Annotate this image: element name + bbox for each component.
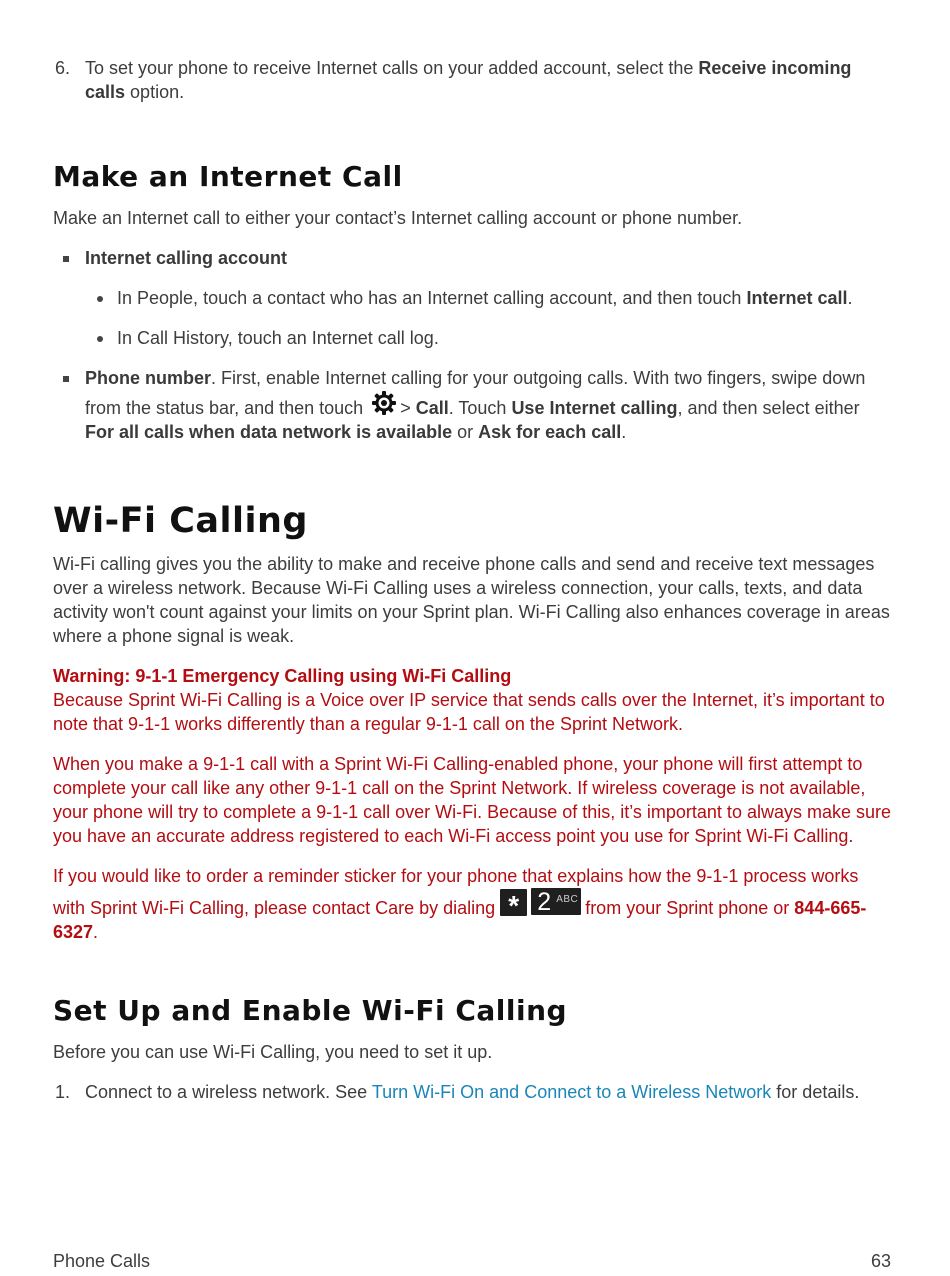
heading-wifi-calling: Wi-Fi Calling <box>53 501 308 541</box>
step-number: 6. <box>55 58 71 78</box>
wifi-intro: Wi-Fi calling gives you the ability to make and receive phone calls and send and receive text messages over a wireless network. Because Wi-Fi Calling uses a wireless connection, your calls, texts, and data activity won't count against your limits on your Sprint plan. Wi-Fi Calling also enhances coverage in areas where a phone signal is weak. <box>53 554 890 646</box>
footer-section-title: Phone Calls <box>53 1251 151 1271</box>
sub-bullet-call-history: In Call History, touch an Internet call log. <box>53 326 893 350</box>
heading-make-internet-call: Make an Internet Call <box>53 160 403 193</box>
page-content <box>53 56 893 1104</box>
step-number: 1. <box>55 1082 71 1102</box>
step-6: 6. To set your phone to receive Internet calls on your added account, select the Receive incoming calls option. <box>55 58 852 102</box>
square-bullet <box>63 256 69 262</box>
square-bullet <box>63 376 69 382</box>
two-key-icon: 2 ABC <box>531 888 581 915</box>
star-key-icon: * <box>500 889 527 916</box>
heading-setup-wifi-calling: Set Up and Enable Wi-Fi Calling <box>53 994 568 1027</box>
gear-icon <box>371 390 397 416</box>
sub-bullet-people: In People, touch a contact who has an Internet calling account, and then touch Internet call. <box>53 286 893 310</box>
round-bullet <box>97 296 103 302</box>
wifi-connect-link[interactable]: Turn Wi-Fi On and Connect to a Wireless Network <box>371 1082 772 1102</box>
bullet-internet-calling-account: Internet calling account <box>53 246 893 270</box>
setup-intro: Before you can use Wi-Fi Calling, you need to set it up. <box>53 1042 493 1062</box>
warning-block-3: If you would like to order a reminder sticker for your phone that explains how the 9-1-1 process works with Sprint Wi-Fi Calling, please contact Care by dialing * 2 ABC from your Sprint phone or 844-665-6327. <box>53 866 867 942</box>
make-call-intro: Make an Internet call to either your contact’s Internet calling account or phone number. <box>53 208 743 228</box>
round-bullet <box>97 336 103 342</box>
step-1: 1. Connect to a wireless network. See Turn Wi-Fi On and Connect to a Wireless Network for details. <box>55 1082 860 1102</box>
bullet-phone-number: Phone number. First, enable Internet calling for your outgoing calls. With two fingers, swipe down from the status bar, and then touch > Call. Touch Use Internet calling, and then select either For all calls when data network is available or Ask for each call. <box>53 366 893 444</box>
page-number: 63 <box>870 1251 891 1271</box>
care-phone-number: 844-665-6327 <box>53 898 867 942</box>
warning-block-1: Warning: 9-1-1 Emergency Calling using Wi-Fi Calling Because Sprint Wi-Fi Calling is a Voice over IP service that sends calls over the Internet, it’s important to note that 9-1-1 works differently than a regular 9-1-1 call on the Sprint Network. <box>53 666 885 734</box>
warning-block-2: When you make a 9-1-1 call with a Sprint Wi-Fi Calling-enabled phone, your phone will first attempt to complete your call like any other 9-1-1 call on the Sprint Network. If wireless coverage is not available, your phone will try to complete a 9-1-1 call over Wi-Fi. Because of this, it’s important to always make sure you have an accurate address registered to each Wi-Fi access point you use for Sprint Wi-Fi Calling. <box>53 754 892 846</box>
page-footer <box>53 1249 891 1273</box>
warning-title: Warning: 9-1-1 Emergency Calling using Wi-Fi Calling <box>53 666 512 686</box>
receive-incoming-calls-option: Receive incoming calls <box>85 58 852 102</box>
